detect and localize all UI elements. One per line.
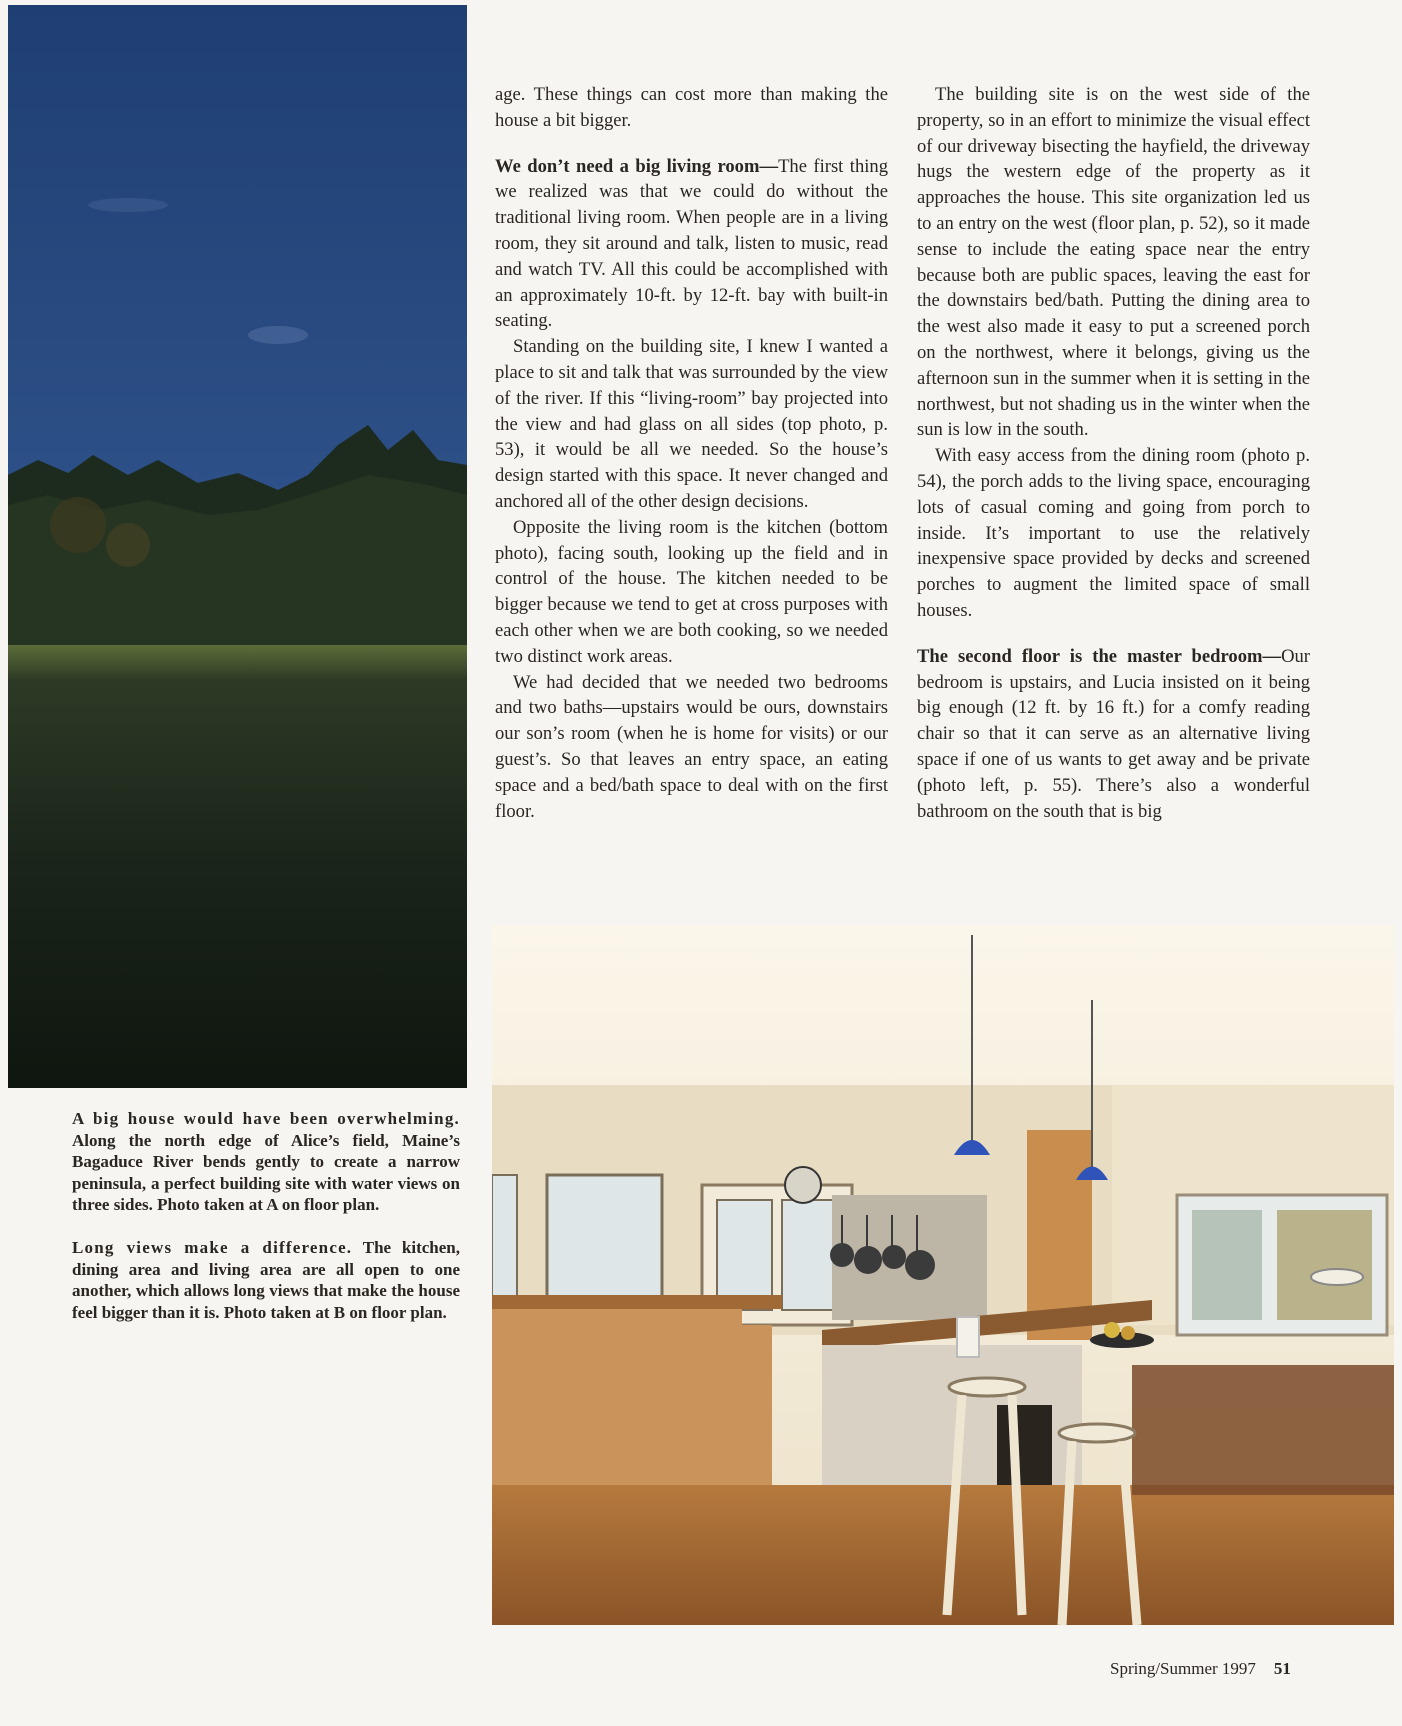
caption-lead: Long views make a difference. bbox=[72, 1237, 353, 1257]
paragraph: Standing on the building site, I knew I wanted a place to sit and talk that was surrounded by the view of the river. If this “living-room” bay projected into the view and had glass on all sides (top photo, p. 53), it would be all we needed. So the house’s design started with this space. It never changed and anchored all of the other design decisions. bbox=[495, 336, 888, 512]
caption-lead: A big house would have been overwhelming. bbox=[72, 1109, 460, 1128]
kitchen-photo-art bbox=[492, 925, 1394, 1625]
page-footer bbox=[1110, 1658, 1310, 1680]
paragraph: With easy access from the dining room (photo p. 54), the porch adds to the living space, encouraging lots of casual coming and going from porch to inside. It’s important to use the relatively inexpensive space provided by decks and screened porches to augment the limited space of small houses. bbox=[917, 445, 1310, 621]
caption-kitchen: Long views make a difference. The kitchen, dining area and living area are all open to one another, which allows long views that make the house feel bigger than it is. Photo taken at B on floor plan. bbox=[72, 1237, 460, 1322]
kitchen-photo bbox=[492, 925, 1394, 1625]
issue-label: Spring/Summer 1997 bbox=[1110, 1659, 1256, 1678]
landscape-photo-art bbox=[8, 5, 467, 1088]
article-column-2 bbox=[917, 82, 1310, 824]
landscape-photo bbox=[8, 5, 467, 1088]
paragraph: Opposite the living room is the kitchen (bottom photo), facing south, looking up the field and in control of the house. The kitchen needed to be bigger because we tend to get at cross purposes with each other when we are both cooking, so we needed two distinct work areas. bbox=[495, 516, 888, 667]
section-heading: The second floor is the master bedroom— bbox=[917, 645, 1282, 667]
section-heading: We don’t need a big living room— bbox=[495, 155, 779, 177]
photo-captions bbox=[72, 1108, 460, 1344]
caption-landscape: A big house would have been overwhelming. Along the north edge of Alice’s field, Maine’s Bagaduce River bends gently to create a narrow peninsula, a perfect building site with water views on three sides. Photo taken at A on floor plan. bbox=[72, 1109, 460, 1215]
article-column-1 bbox=[495, 82, 888, 824]
page-number: 51 bbox=[1273, 1659, 1291, 1678]
paragraph: age. These things can cost more than making the house a bit bigger. bbox=[495, 84, 888, 131]
paragraph: The building site is on the west side of the property, so in an effort to minimize the visual effect of our driveway bisecting the hayfield, the driveway hugs the western edge of the property as it approaches the house. This site organization led us to an entry on the west (floor plan, p. 52), so it made sense to include the eating space near the entry because both are public spaces, leaving the east for the downstairs bed/bath. Putting the dining area to the west also made it easy to put a screened porch on the northwest, where it belongs, giving us the afternoon sun in the summer when it is setting in the northwest, but not shading us in the winter when the sun is low in the south. bbox=[917, 84, 1310, 441]
paragraph: We don’t need a big living room—The first thing we realized was that we could do without the traditional living room. When people are in a living room, they sit around and talk, listen to music, read and watch TV. All this could be accomplished with an approximately 10-ft. by 12-ft. bay with built-in seating. bbox=[495, 155, 888, 332]
paragraph: The second floor is the master bedroom—Our bedroom is upstairs, and Lucia insisted on it being big enough (12 ft. by 16 ft.) for a comfy reading chair so that it can serve as an alternative living space if one of us wants to get away and be private (photo left, p. 55). There’s also a wonderful bathroom on the south that is big bbox=[917, 645, 1310, 822]
paragraph: We had decided that we needed two bedrooms and two baths—upstairs would be ours, downstairs our son’s room (when he is home for visits) or our guest’s. So that leaves an entry space, an eating space and a bed/bath space to deal with on the first floor. bbox=[495, 671, 888, 822]
